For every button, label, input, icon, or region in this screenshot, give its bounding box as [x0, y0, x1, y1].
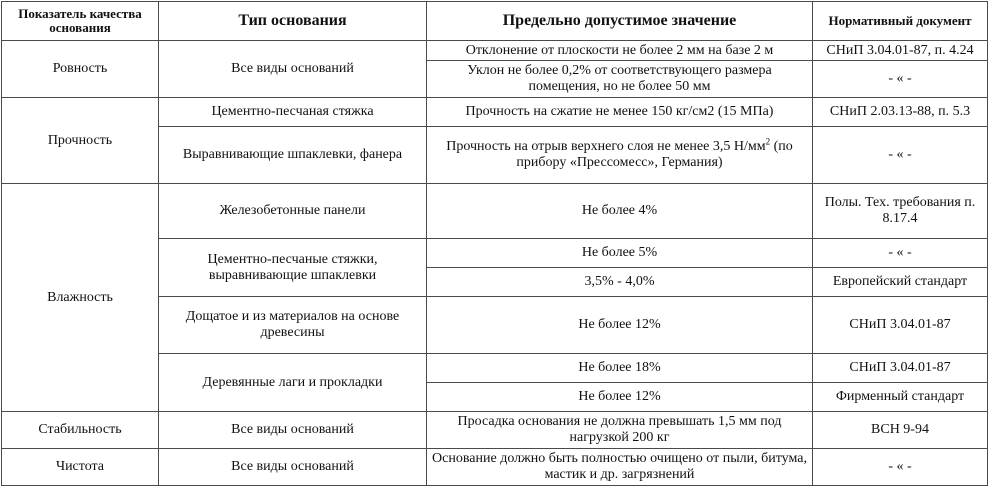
norm-doc-cell: Европейский стандарт: [813, 268, 988, 297]
table-row: [2, 98, 988, 127]
indicator-evenness: Ровность: [2, 41, 159, 98]
limit-cell: Просадка основания не должна превышать 1,5 мм под нагрузкой 200 кг: [427, 412, 813, 449]
norm-doc-cell: СНиП 2.03.13-88, п. 5.3: [813, 98, 988, 127]
norm-doc-cell: - « -: [813, 239, 988, 268]
limit-cell: Не более 12%: [427, 297, 813, 354]
limit-cell: Не более 5%: [427, 239, 813, 268]
indicator-strength: Прочность: [2, 98, 159, 184]
norm-doc-cell: - « -: [813, 449, 988, 486]
limit-cell: [427, 127, 813, 184]
limit-cell: Прочность на сжатие не менее 150 кг/см2 (15 МПа): [427, 98, 813, 127]
norm-doc-cell: СНиП 3.04.01-87: [813, 297, 988, 354]
norm-doc-cell: ВСН 9-94: [813, 412, 988, 449]
base-type-cell: Цементно-песчаные стяжки, выравнивающие шпаклевки: [159, 239, 427, 297]
base-type-cell: Выравнивающие шпаклевки, фанера: [159, 127, 427, 184]
header-limit: Предельно допустимое значение: [427, 2, 813, 41]
table-row: [2, 184, 988, 239]
base-type-cell: Все виды оснований: [159, 412, 427, 449]
limit-text: Прочность на отрыв верхнего слоя не менее 3,5 Н/мм: [446, 139, 766, 154]
header-row: [2, 2, 988, 41]
header-indicator: Показатель качества основания: [2, 2, 159, 41]
header-norm-doc: Нормативный документ: [813, 2, 988, 41]
base-type-cell: Железобетонные панели: [159, 184, 427, 239]
norm-doc-cell: - « -: [813, 127, 988, 184]
base-type-cell: Дощатое и из материалов на основе древесины: [159, 297, 427, 354]
norm-doc-cell: - « -: [813, 61, 988, 98]
table-row: [2, 41, 988, 61]
table-row: [2, 412, 988, 449]
limit-cell: Уклон не более 0,2% от соответствующего размера помещения, но не более 50 мм: [427, 61, 813, 98]
base-quality-table: [1, 1, 988, 486]
limit-cell: 3,5% - 4,0%: [427, 268, 813, 297]
norm-doc-cell: СНиП 3.04.01-87: [813, 354, 988, 383]
table-row: [2, 449, 988, 486]
limit-cell: Основание должно быть полностью очищено от пыли, битума, мастик и др. загрязнений: [427, 449, 813, 486]
norm-doc-cell: СНиП 3.04.01-87, п. 4.24: [813, 41, 988, 61]
norm-doc-cell: Полы. Тех. требования п. 8.17.4: [813, 184, 988, 239]
indicator-cleanliness: Чистота: [2, 449, 159, 486]
indicator-moisture: Влажность: [2, 184, 159, 412]
base-type-cell: Все виды оснований: [159, 41, 427, 98]
header-base-type: Тип основания: [159, 2, 427, 41]
limit-cell: Не более 18%: [427, 354, 813, 383]
base-type-cell: Цементно-песчаная стяжка: [159, 98, 427, 127]
limit-cell: Отклонение от плоскости не более 2 мм на базе 2 м: [427, 41, 813, 61]
limit-cell: Не более 12%: [427, 383, 813, 412]
indicator-stability: Стабильность: [2, 412, 159, 449]
limit-cell: Не более 4%: [427, 184, 813, 239]
base-type-cell: Деревянные лаги и прокладки: [159, 354, 427, 412]
limit-text-tail: (по прибору «Прессомесс», Германия): [516, 139, 793, 170]
norm-doc-cell: Фирменный стандарт: [813, 383, 988, 412]
base-type-cell: Все виды оснований: [159, 449, 427, 486]
superscript: 2: [765, 136, 771, 147]
